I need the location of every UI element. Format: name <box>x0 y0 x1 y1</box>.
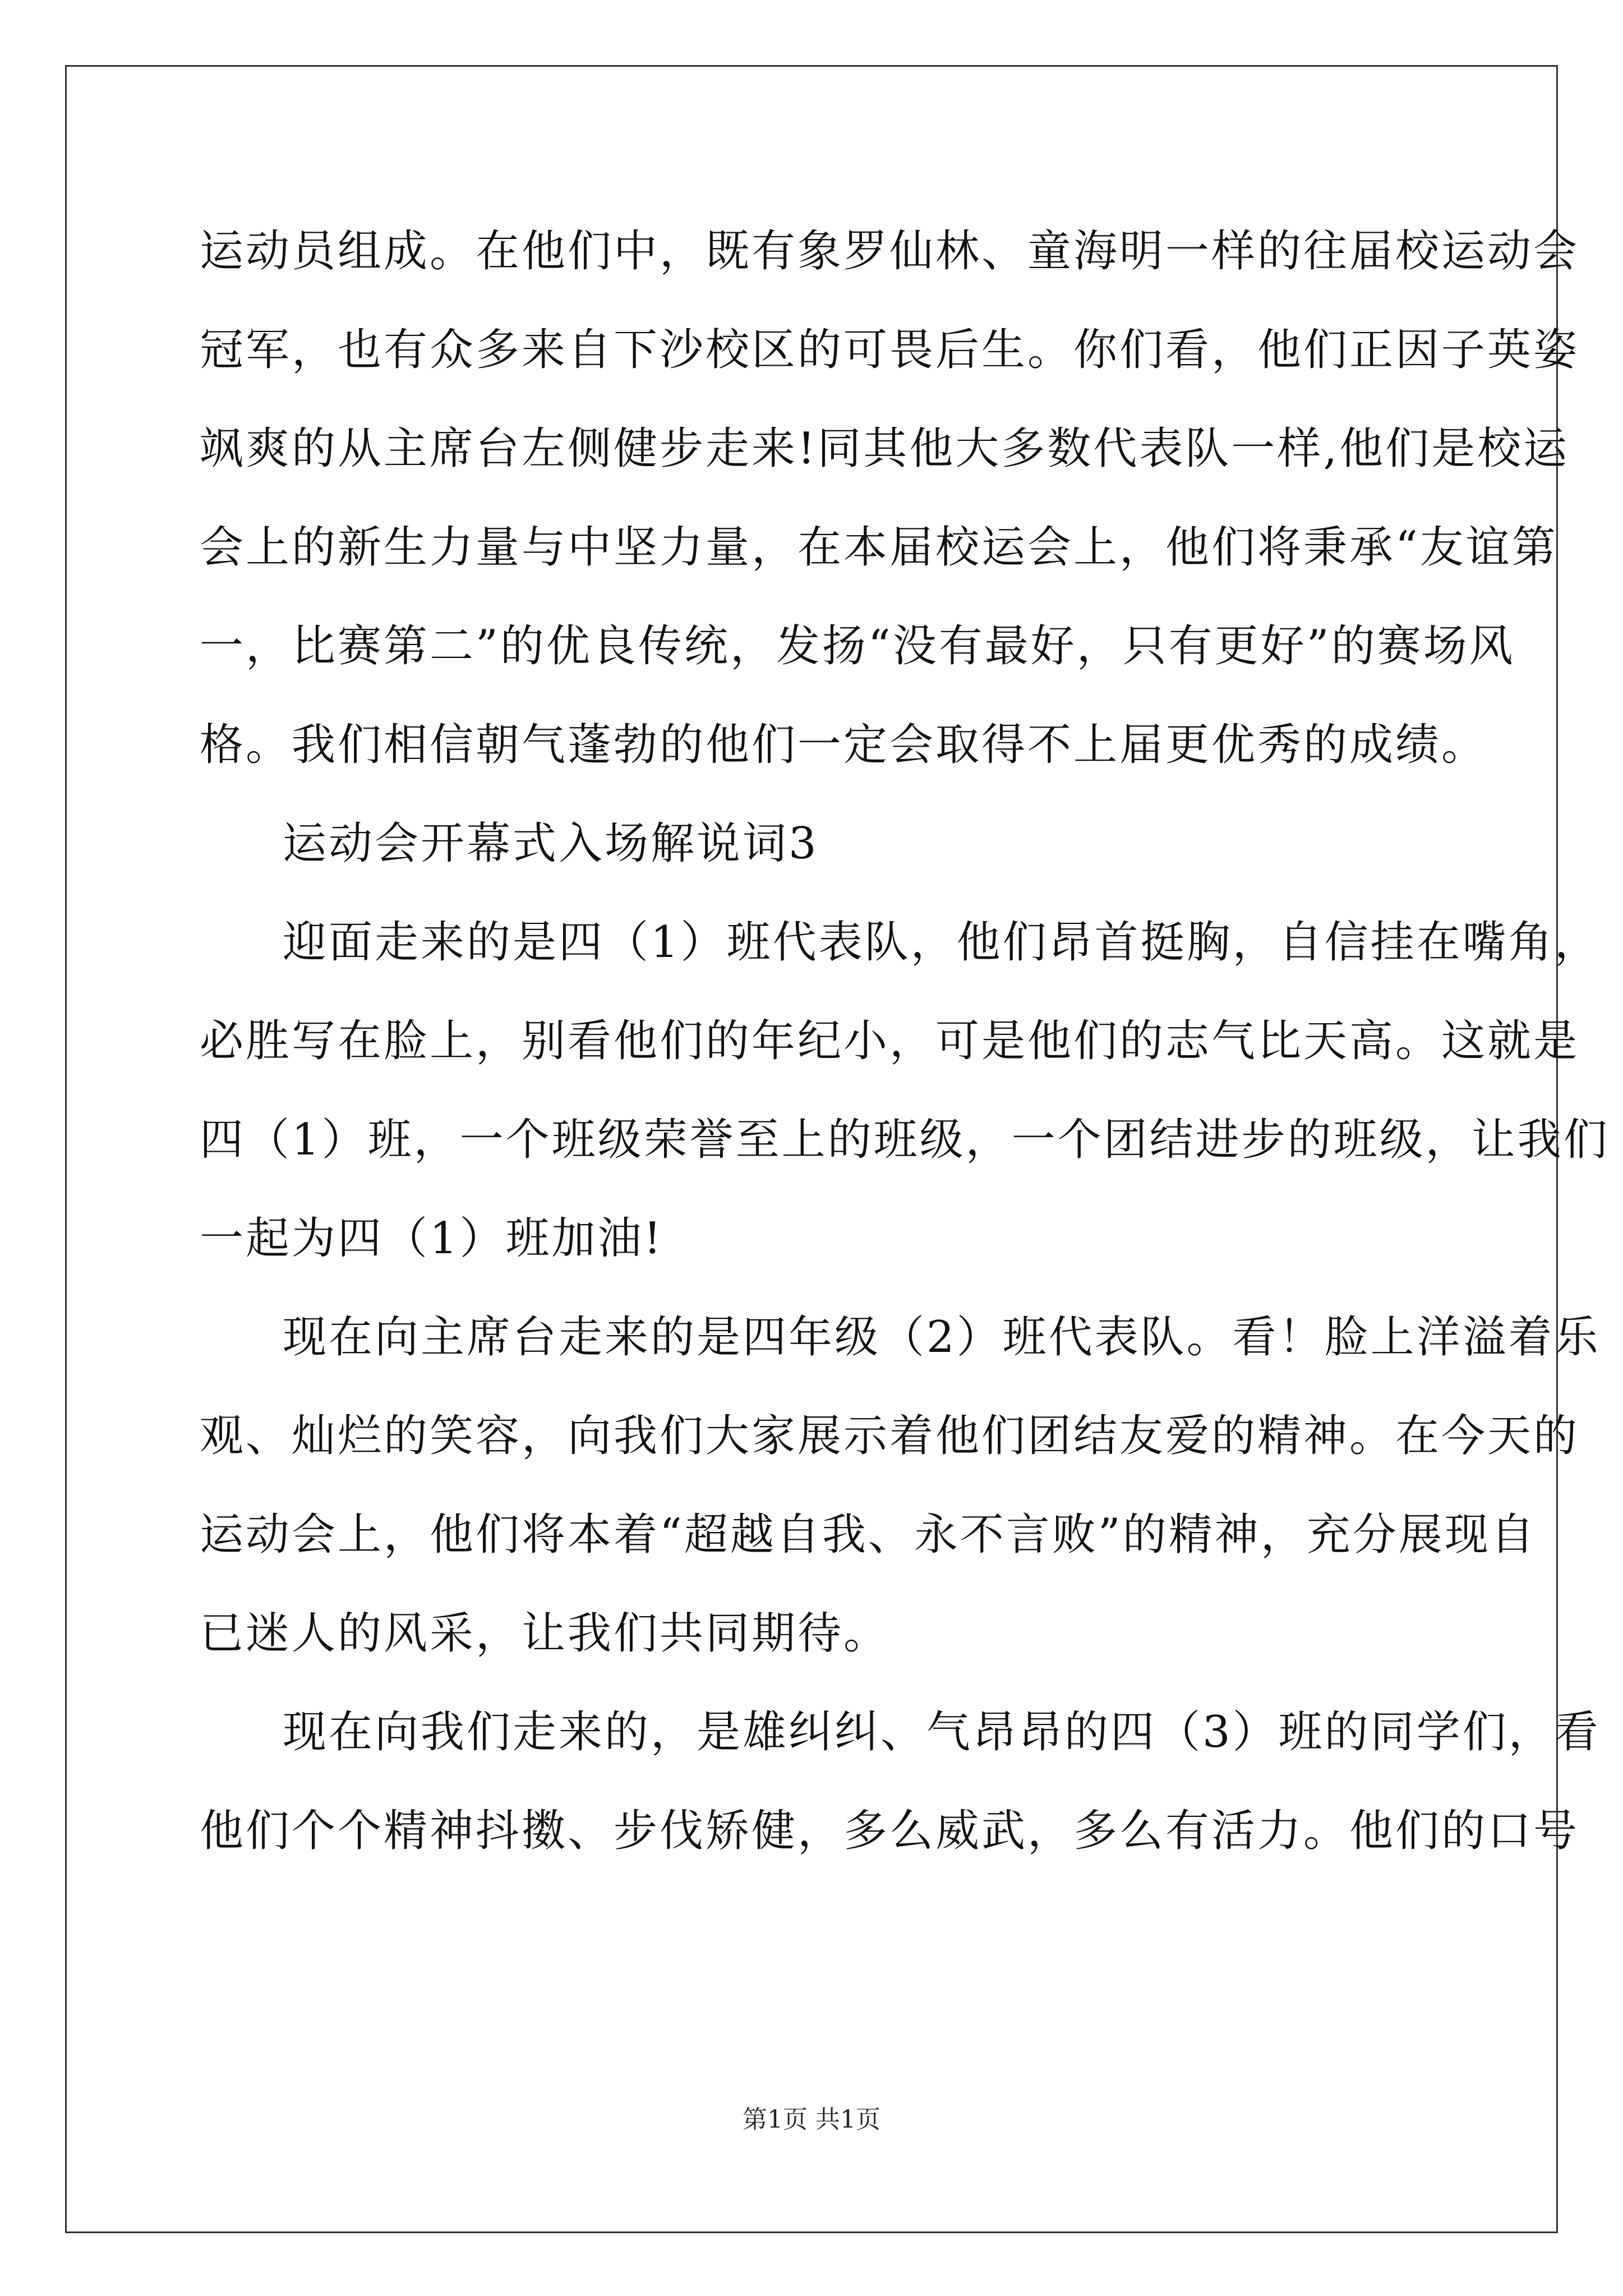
text-line: 飒爽的从主席台左侧健步走来!同其他大多数代表队一样,他们是校运 <box>200 424 1570 474</box>
document-body <box>200 202 1610 1880</box>
paragraph-1 <box>200 202 1580 794</box>
paragraph-4 <box>200 1288 1601 1683</box>
paragraph-3 <box>200 893 1610 1288</box>
heading-line: 运动会开幕式入场解说词3 <box>283 818 819 869</box>
text-line: 现在向我们走来的，是雄纠纠、气昂昂的四（3）班的同学们，看 <box>283 1707 1601 1757</box>
section-heading <box>200 794 1433 893</box>
paragraph-5 <box>200 1683 1601 1880</box>
text-line: 格。我们相信朝气蓬勃的他们一定会取得不上届更优秀的成绩。 <box>200 720 1488 770</box>
text-line: 四（1）班，一个班级荣誉至上的班级，一个团结进步的班级，让我们 <box>200 1115 1610 1165</box>
text-line: 一起为四（1）班加油! <box>200 1213 663 1264</box>
text-line: 他们个个精神抖擞、步伐矫健，多么威武，多么有活力。他们的口号 <box>200 1806 1580 1856</box>
text-line: 已迷人的风采，让我们共同期待。 <box>200 1608 890 1659</box>
text-line: 一，比赛第二”的优良传统，发扬“没有最好，只有更好”的赛场风 <box>200 621 1515 671</box>
text-line: 观、灿烂的笑容，向我们大家展示着他们团结友爱的精神。在今天的 <box>200 1411 1580 1461</box>
text-line: 迎面走来的是四（1）班代表队，他们昂首挺胸，自信挂在嘴角， <box>283 917 1601 968</box>
text-line: 冠军，也有众多来自下沙校区的可畏后生。你们看，他们正因子英姿 <box>200 325 1580 375</box>
page-footer: 第1页 共1页 <box>743 2105 880 2134</box>
text-line: 会上的新生力量与中坚力量，在本届校运会上，他们将秉承“友谊第 <box>200 522 1558 573</box>
text-line: 运动员组成。在他们中，既有象罗仙林、童海明一样的往届校运动会 <box>200 226 1580 277</box>
text-line: 现在向主席台走来的是四年级（2）班代表队。看！脸上洋溢着乐 <box>283 1312 1601 1363</box>
text-line: 必胜写在脸上，别看他们的年纪小，可是他们的志气比天高。这就是 <box>200 1016 1580 1066</box>
text-line: 运动会上，他们将本着“超越自我、永不言败”的精神，充分展现自 <box>200 1510 1537 1560</box>
